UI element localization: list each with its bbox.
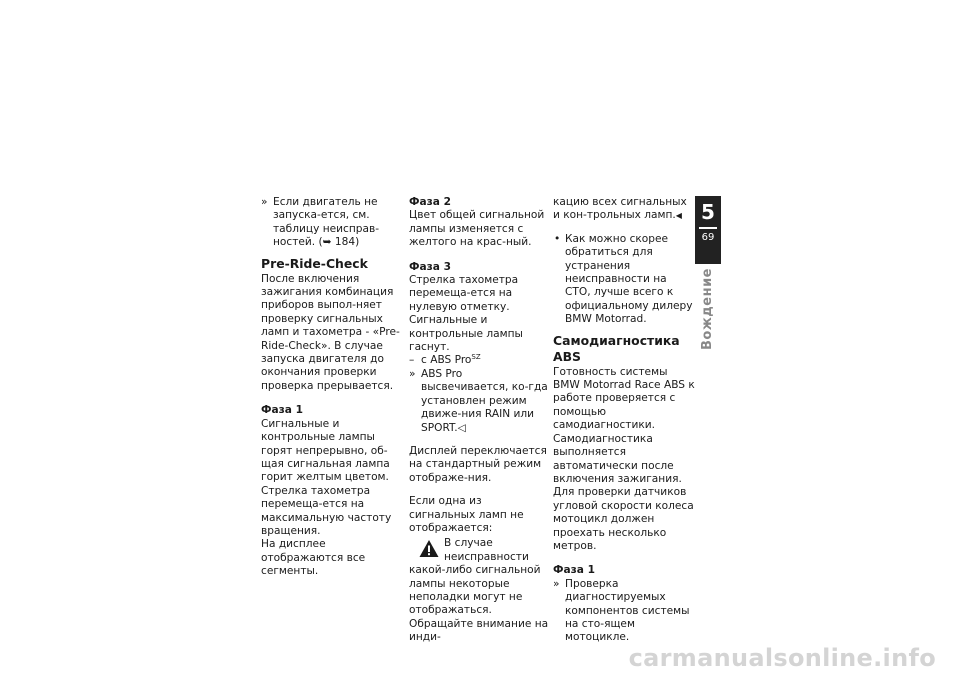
phase-3-text-2: Сигнальные и контрольные лампы гаснут. <box>409 314 523 354</box>
phase-3-heading: Фаза 3 <box>409 260 452 273</box>
column-right <box>553 196 695 645</box>
condition-text: с ABS Pro <box>421 354 472 367</box>
step-text: Если двигатель не запуска-ется, см. таблицу неисправ-ностей. (➥ 184) <box>273 196 380 249</box>
step-marker: » <box>409 367 416 380</box>
step-marker: » <box>553 577 560 590</box>
list-item <box>553 233 695 327</box>
step-text: ABS Pro высвечивается, ко-гда установлен режим движе-ния RAIN или SPORT. <box>421 367 548 434</box>
warning-note <box>409 537 551 644</box>
tab-divider <box>699 227 717 229</box>
chapter-number: 5 <box>701 200 715 224</box>
watermark: carmanualsonline.info <box>628 644 936 672</box>
warning-continuation: кацию всех сигнальных и кон-трольных ламп.◀ <box>553 196 687 222</box>
warning-triangle-icon <box>419 539 439 558</box>
end-of-step-icon: ◁ <box>457 421 466 434</box>
action-step <box>409 368 551 435</box>
step-marker: » <box>261 196 268 208</box>
phase-3-text: Стрелка тахометра перемеща-ется на нулевую отметку. <box>409 274 519 313</box>
condition-marker: – <box>409 354 415 367</box>
phase-2-heading: Фаза 2 <box>409 196 452 208</box>
condition-superscript: SZ <box>471 353 481 362</box>
section-heading-pre-ride-check: Pre-Ride-Check <box>261 255 368 271</box>
step-text: Проверка диагностируемых компонентов системы на сто-ящем мотоцикле. <box>565 577 690 644</box>
phase-1-heading: Фаза 1 <box>553 564 596 577</box>
display-switch-text: Дисплей переключается на стандартный режим отображе-ния. <box>409 444 547 484</box>
column-middle <box>409 196 551 645</box>
end-of-section-icon: ◀ <box>675 211 682 221</box>
phase-2-text: Цвет общей сигнальной лампы изменяется с желтого на крас-ный. <box>409 209 545 249</box>
phase-1-text-2: Стрелка тахометра перемеща-ется на максимальную частоту вращения. <box>261 484 392 537</box>
pre-ride-check-intro: После включения зажигания комбинация приборов выпол-няет проверку сигнальных ламп и тахометра - «Pre-Ride-Check». В случае запуска двигателя до окончания проверки проверка прерывается. <box>261 272 400 392</box>
section-heading-abs-self-diagnosis: Самодиагностика ABS <box>553 332 680 364</box>
action-step <box>261 196 403 250</box>
abs-self-diagnosis-intro: Готовность системы BMW Motorrad Race ABS к работе проверяется с помощью самодиагностики. Самодиагностика выполняется автоматически после включения зажигания. Для проверки датчиков угловой скорости колеса мотоцикл должен проехать несколько метров. <box>553 365 695 552</box>
bullet-text: Как можно скорее обратиться для устранения неисправности на СТО, лучше всего к официальному дилеру BMW Motorrad. <box>565 232 693 326</box>
action-step <box>553 578 695 645</box>
bullet-marker: • <box>554 232 561 245</box>
column-left <box>261 196 403 579</box>
equipment-condition <box>409 354 551 367</box>
page-number: 69 <box>701 232 715 243</box>
phase-1-heading: Фаза 1 <box>261 404 304 417</box>
lamp-failure-condition: Если одна из сигнальных ламп не отображается: <box>409 495 524 534</box>
chapter-title: Вождение <box>700 268 715 350</box>
phase-1-text: Сигнальные и контрольные лампы горят непрерывно, об-щая сигнальная лампа горит желтым цветом. <box>261 417 390 484</box>
warning-text: В случае неисправности какой-либо сигнальной лампы некоторые неполадки могут не отображаться. Обращайте внимание на инди- <box>409 537 549 644</box>
phase-1-text-3: На дисплее отображаются все сегменты. <box>261 538 366 578</box>
